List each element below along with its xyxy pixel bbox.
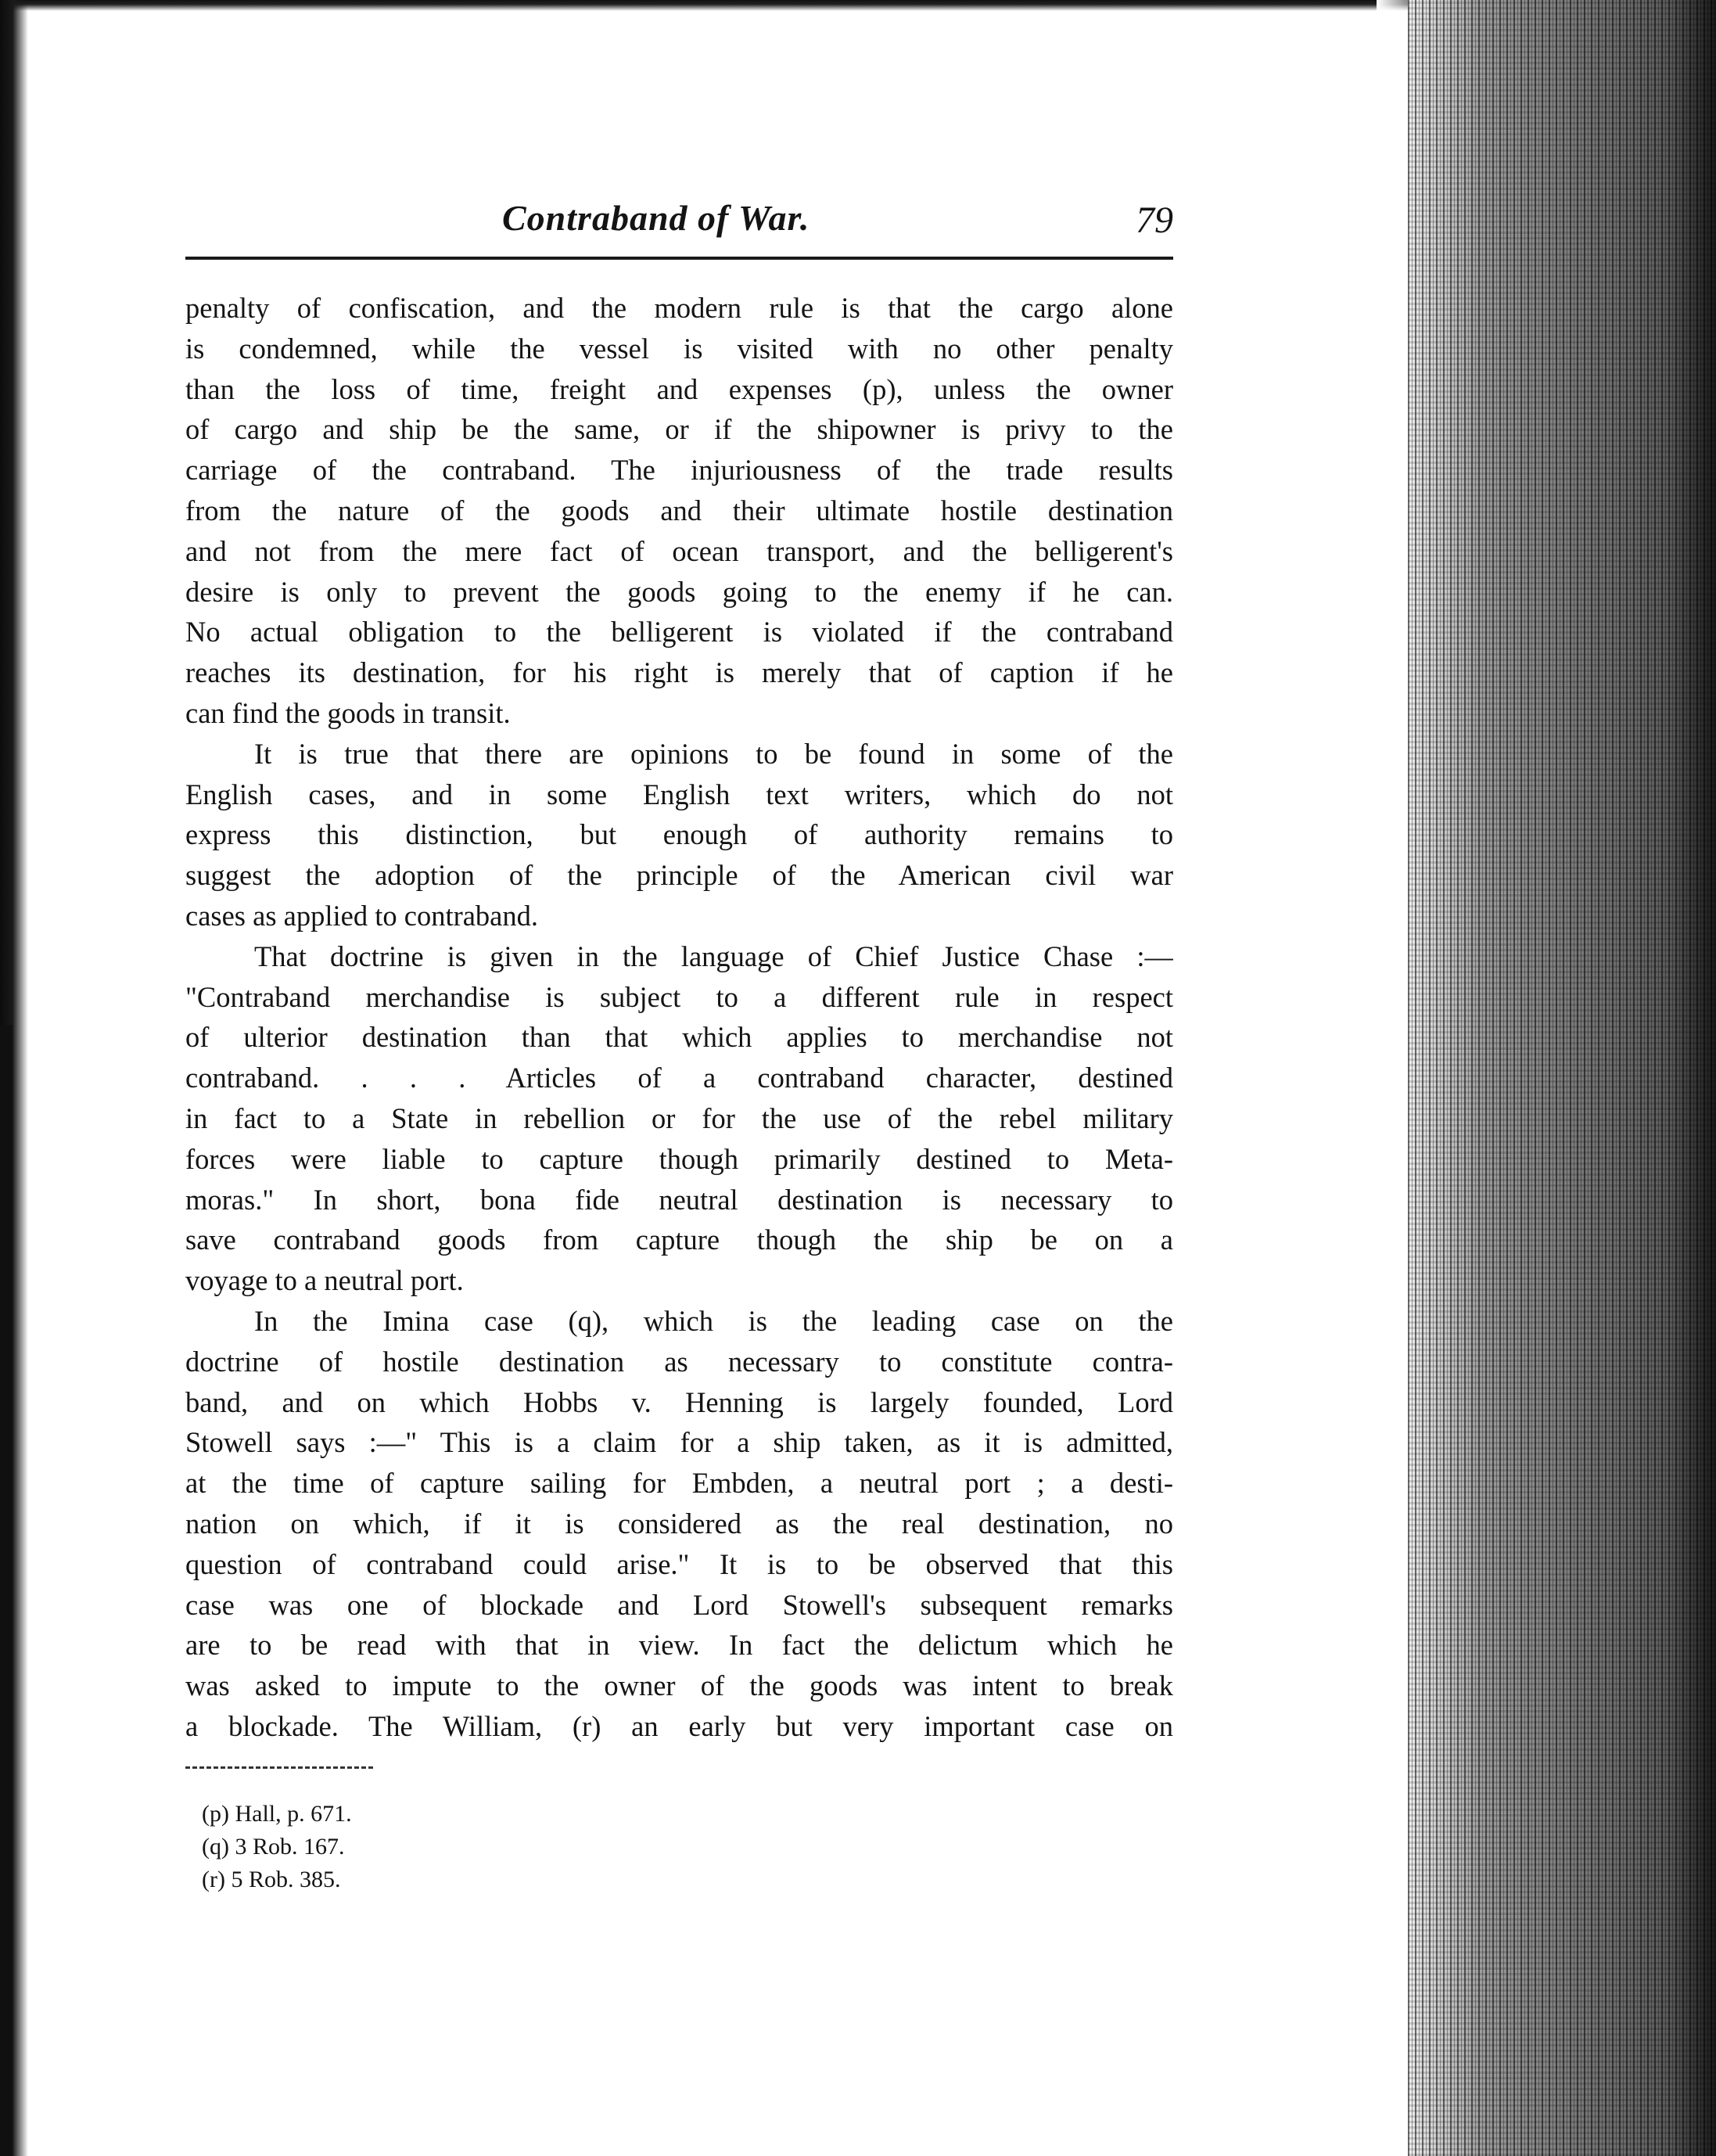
text-line: contraband. . . . Articles of a contraband character, destined [185,1062,1173,1094]
text-line: That doctrine is given in the language of Chief Justice Chase :— [254,940,1173,972]
text-line: and not from the mere fact of ocean transport, and the belligerent's [185,534,1173,567]
text-line: are to be read with that in view. In fact the delictum which he [185,1629,1173,1662]
text-line: in fact to a State in rebellion or for the use of the rebel military [185,1101,1173,1134]
text-line: reaches its destination, for his right is merely that of caption if he [185,656,1173,689]
book-page-edges [1408,0,1716,2156]
text-line: moras." In short, bona fide neutral destination is necessary to [185,1183,1173,1216]
footnote: (q) 3 Rob. 167. [202,1834,345,1860]
text-line: express this distinction, but enough of authority remains to [185,818,1173,851]
text-line: forces were liable to capture though primarily destined to Meta- [185,1142,1173,1175]
text-line: suggest the adoption of the principle of the American civil war [185,859,1173,892]
text-line: is condemned, while the vessel is visited with no other penalty [185,332,1173,365]
footnote: (p) Hall, p. 671. [202,1801,352,1827]
text-line: question of contraband could arise." It is to be observed that this [185,1547,1173,1580]
footnote: (r) 5 Rob. 385. [202,1867,341,1892]
text-line: desire is only to prevent the goods going to the enemy if he can. [185,575,1173,608]
text-line: nation on which, if it is considered as the real destination, no [185,1507,1173,1540]
text-line: from the nature of the goods and their ultimate hostile destination [185,494,1173,526]
footnote-rule [185,1766,373,1769]
text-line: than the loss of time, freight and expenses (p), unless the owner [185,372,1173,405]
text-line: case was one of blockade and Lord Stowell's subsequent remarks [185,1588,1173,1621]
text-line: voyage to a neutral port. [185,1264,464,1297]
text-line: cases as applied to contraband. [185,899,539,932]
text-line: save contraband goods from capture though the ship be on a [185,1224,1173,1256]
scan-left-edge [0,1025,13,2156]
text-line: can find the goods in transit. [185,696,511,729]
footnotes [202,1798,671,1896]
text-line: of cargo and ship be the same, or if the shipowner is privy to the [185,413,1173,446]
body-text [185,288,1173,1747]
text-line: band, and on which Hobbs v. Henning is largely founded, Lord [185,1385,1173,1418]
text-line: of ulterior destination than that which applies to merchandise not [185,1021,1173,1054]
text-line: at the time of capture sailing for Embden, a neutral port ; a desti- [185,1467,1173,1500]
text-line: was asked to impute to the owner of the goods was intent to break [185,1669,1173,1702]
text-line: carriage of the contraband. The injuriousness of the trade results [185,454,1173,487]
text-line: a blockade. The William, (r) an early but very important case on [185,1709,1173,1742]
text-line: No actual obligation to the belligerent is violated if the contraband [185,616,1173,649]
running-head [185,194,1173,257]
text-line: penalty of confiscation, and the modern rule is that the cargo alone [185,292,1173,324]
page-number: 79 [1136,199,1173,241]
text-line: In the Imina case (q), which is the leading case on the [254,1304,1173,1337]
running-title: Contraband of War. [502,198,810,238]
text-line: "Contraband merchandise is subject to a different rule in respect [185,980,1173,1013]
text-line: doctrine of hostile destination as necessary to constitute contra- [185,1345,1173,1378]
text-line: It is true that there are opinions to be found in some of the [254,737,1173,770]
text-line: English cases, and in some English text writers, which do not [185,778,1173,810]
text-line: Stowell says :—" This is a claim for a ship taken, as it is admitted, [185,1426,1173,1459]
header-rule [185,257,1173,260]
scan-top-shadow [0,0,1486,11]
